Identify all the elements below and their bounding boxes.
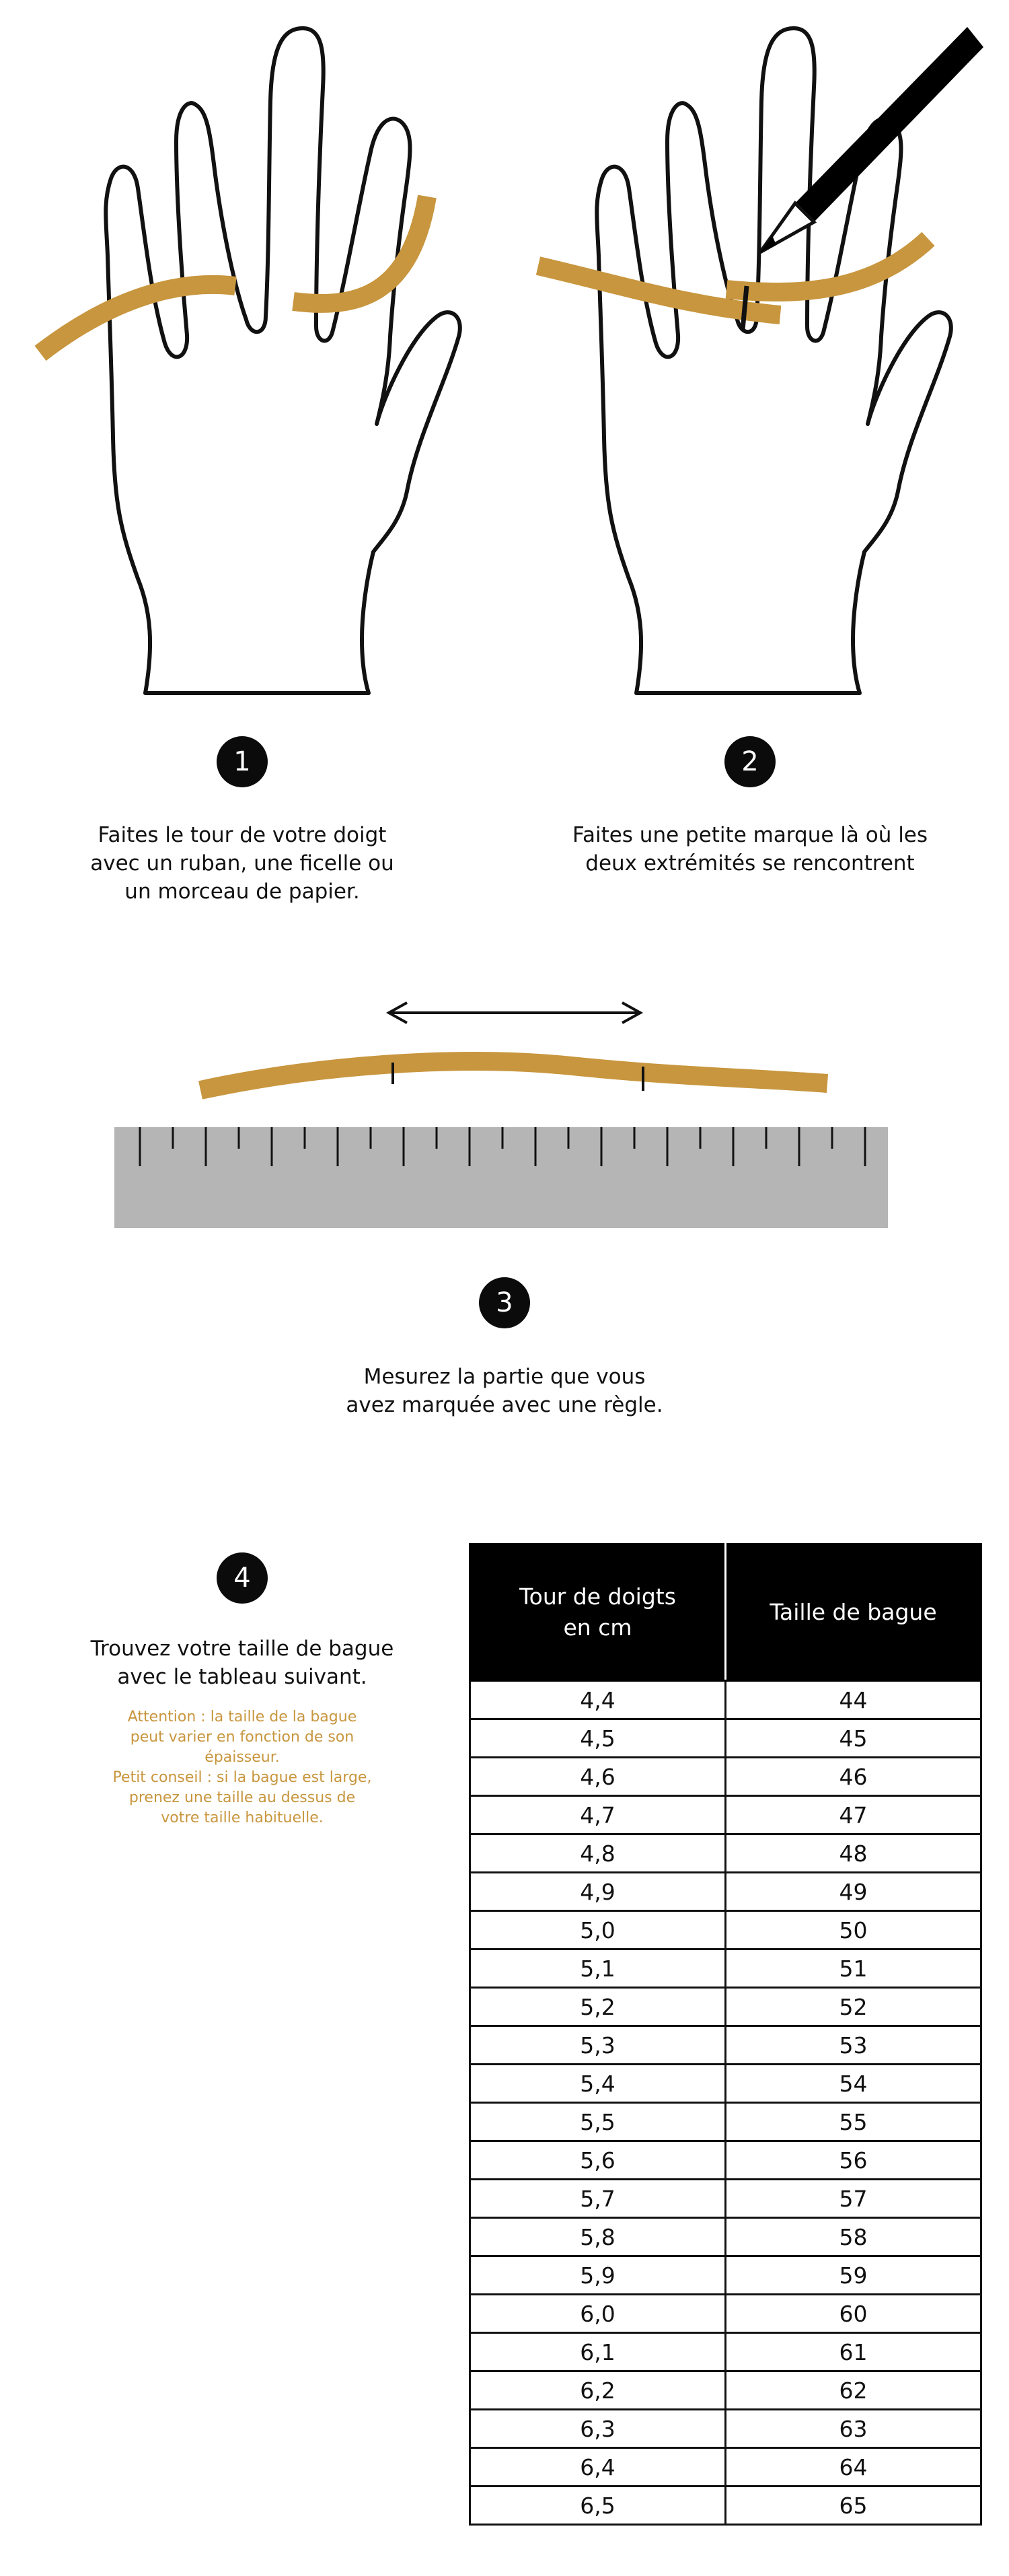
table-row [470, 2371, 981, 2410]
ring-size-cell: 46 [726, 1758, 981, 1796]
circumference-cell: 5,5 [470, 2103, 726, 2141]
circumference-cell: 5,0 [470, 1911, 726, 1949]
ring-size-cell: 60 [726, 2295, 981, 2333]
ring-size-cell: 50 [726, 1911, 981, 1949]
ring-size-cell: 57 [726, 2180, 981, 2218]
circumference-cell: 5,6 [470, 2141, 726, 2180]
table-row [470, 1719, 981, 1758]
table-row [470, 1949, 981, 1988]
circumference-cell: 6,0 [470, 2295, 726, 2333]
circumference-cell: 5,3 [470, 2026, 726, 2065]
step-2-badge: 2 [724, 736, 776, 787]
table-row [470, 2180, 981, 2218]
circumference-cell: 4,5 [470, 1719, 726, 1758]
circumference-cell: 5,8 [470, 2218, 726, 2256]
circumference-cell: 6,2 [470, 2371, 726, 2410]
ring-size-cell: 49 [726, 1873, 981, 1911]
table-row [470, 1911, 981, 1949]
step-1-text: Faites le tour de votre doigt avec un ruban, une ficelle ou un morceau de papier. [90, 823, 394, 904]
table-row [470, 2141, 981, 2180]
circumference-cell: 6,5 [470, 2486, 726, 2525]
circumference-cell: 4,9 [470, 1873, 726, 1911]
ring-size-cell: 62 [726, 2371, 981, 2410]
ring-size-cell: 64 [726, 2448, 981, 2486]
ring-size-cell: 58 [726, 2218, 981, 2256]
table-row [470, 2103, 981, 2141]
table-row [470, 1873, 981, 1911]
circumference-cell: 4,7 [470, 1796, 726, 1834]
circumference-cell: 5,9 [470, 2256, 726, 2295]
circumference-cell: 4,8 [470, 1834, 726, 1873]
ring-size-cell: 47 [726, 1796, 981, 1834]
circumference-cell: 5,4 [470, 2065, 726, 2103]
ring-size-cell: 63 [726, 2410, 981, 2448]
table-row [470, 2410, 981, 2448]
circumference-cell: 4,6 [470, 1758, 726, 1796]
ring-size-cell: 44 [726, 1681, 981, 1719]
table-row [470, 1988, 981, 2026]
table-row [470, 2065, 981, 2103]
table-row [470, 2295, 981, 2333]
ring-size-cell: 48 [726, 1834, 981, 1873]
header-finger-circumference: Tour de doigts en cm [470, 1544, 726, 1681]
table-row [470, 2448, 981, 2486]
hand-with-pencil-icon [525, 20, 996, 693]
table-row [470, 1681, 981, 1719]
table-row [470, 1796, 981, 1834]
table-row [470, 2486, 981, 2525]
circumference-cell: 4,4 [470, 1681, 726, 1719]
table-row [470, 2026, 981, 2065]
circumference-cell: 6,1 [470, 2333, 726, 2371]
ring-size-cell: 61 [726, 2333, 981, 2371]
circumference-cell: 5,7 [470, 2180, 726, 2218]
ring-size-cell: 56 [726, 2141, 981, 2180]
table-header-row [470, 1544, 981, 1681]
step-4-text: Trouvez votre taille de bague avec le tableau suivant. [90, 1637, 394, 1689]
ring-size-table [469, 1543, 982, 2526]
hand-with-band-icon [34, 20, 491, 693]
ring-size-cell: 52 [726, 1988, 981, 2026]
circumference-cell: 6,4 [470, 2448, 726, 2486]
step-3-text: Mesurez la partie que vous avez marquée avec une règle. [346, 1365, 663, 1417]
ring-size-cell: 45 [726, 1719, 981, 1758]
size-advice-note: Attention : la taille de la bague peut varier en fonction de son épaisseur. Petit conseil : si la bague est large, prenez une taille au dessus de votre taille habituelle. [112, 1709, 372, 1826]
ring-size-cell: 65 [726, 2486, 981, 2525]
ring-size-cell: 51 [726, 1949, 981, 1988]
table-row [470, 2218, 981, 2256]
ring-size-cell: 53 [726, 2026, 981, 2065]
header-ring-size: Taille de bague [726, 1544, 981, 1681]
step-3-badge: 3 [479, 1277, 530, 1328]
circumference-cell: 5,2 [470, 1988, 726, 2026]
circumference-cell: 5,1 [470, 1949, 726, 1988]
step-2-text: Faites une petite marque là où les deux extrémités se rencontrent [572, 823, 928, 875]
table-row [470, 1758, 981, 1796]
circumference-cell: 6,3 [470, 2410, 726, 2448]
table-row [470, 1834, 981, 1873]
step-1-badge: 1 [217, 736, 268, 787]
table-row [470, 2333, 981, 2371]
ring-size-cell: 54 [726, 2065, 981, 2103]
step-4-badge: 4 [217, 1552, 268, 1604]
ring-size-cell: 55 [726, 2103, 981, 2141]
ring-size-cell: 59 [726, 2256, 981, 2295]
table-row [470, 2256, 981, 2295]
ruler-icon [108, 993, 895, 1248]
